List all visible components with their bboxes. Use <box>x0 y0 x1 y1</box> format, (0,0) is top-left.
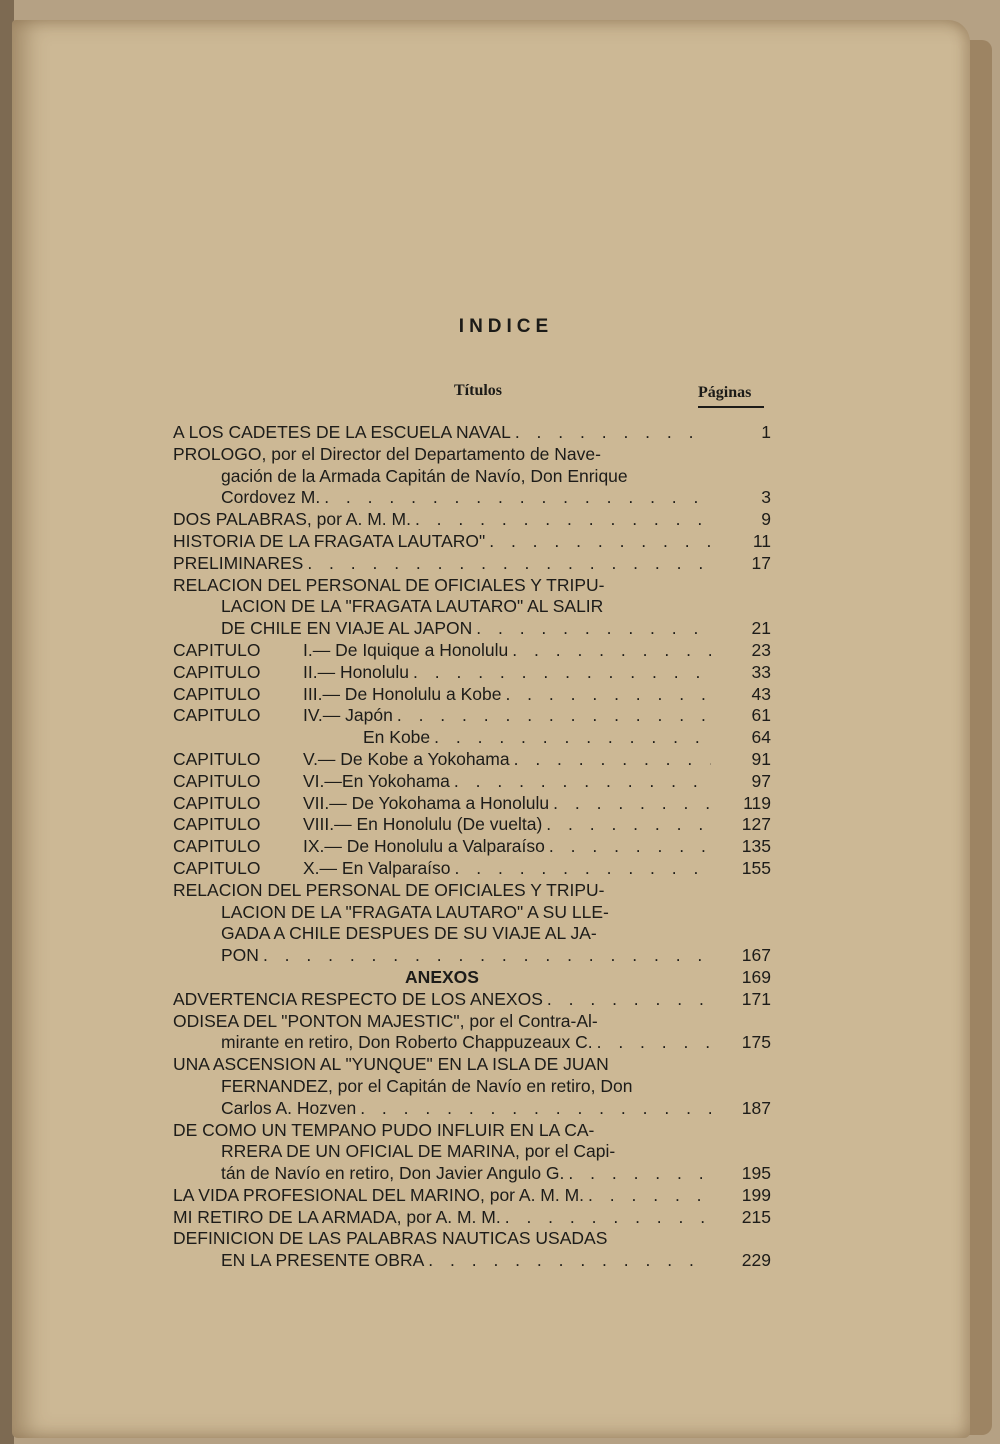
leader-dots <box>508 640 711 662</box>
leader-dots <box>485 531 711 553</box>
toc-entry <box>173 1228 773 1250</box>
toc-entry <box>173 1163 773 1185</box>
toc-title: I.— De Iquique a Honolulu <box>303 639 509 660</box>
toc-entry <box>173 509 773 531</box>
leader-dots <box>430 727 711 749</box>
toc-entry <box>173 945 773 967</box>
toc-entry <box>173 902 773 924</box>
chapter-label: CAPITULO <box>173 792 261 813</box>
chapter-label: CAPITULO <box>173 639 261 660</box>
toc-entry <box>173 1120 773 1142</box>
toc-title: IX.— De Honolulu a Valparaíso <box>303 836 545 857</box>
toc-page: 33 <box>751 661 771 682</box>
chapter-label: CAPITULO <box>173 836 261 857</box>
chapter-label: CAPITULO <box>173 748 261 769</box>
toc-title: Cordovez M. <box>221 487 321 508</box>
leader-dots <box>542 814 711 836</box>
toc-title: HISTORIA DE LA FRAGATA LAUTARO" <box>173 530 486 551</box>
toc-title: RRERA DE UN OFICIAL DE MARINA, por el Capi- <box>221 1141 616 1162</box>
leader-dots <box>451 858 711 880</box>
chapter-label: CAPITULO <box>173 661 261 682</box>
toc-title: Carlos A. Hozven <box>221 1097 357 1118</box>
leader-dots <box>584 1185 711 1207</box>
toc-title: gación de la Armada Capitán de Navío, Don Enrique <box>221 465 628 486</box>
toc-title: IV.— Japón <box>303 705 393 726</box>
toc-entry <box>173 836 773 858</box>
toc-entry <box>173 705 773 727</box>
toc-entry <box>173 1032 773 1054</box>
toc-entry <box>173 596 773 618</box>
toc-title: PROLOGO, por el Director del Departamento de Nave- <box>173 443 601 464</box>
toc-entry <box>173 1076 773 1098</box>
toc-page: 91 <box>751 748 771 769</box>
leader-dots <box>501 684 711 706</box>
toc-title: mirante en retiro, Don Roberto Chappuzeaux C. <box>221 1032 593 1053</box>
toc-title: UNA ASCENSION AL "YUNQUE" EN LA ISLA DE JUAN <box>173 1054 609 1075</box>
toc-title: ADVERTENCIA RESPECTO DE LOS ANEXOS <box>173 988 543 1009</box>
toc-entry <box>173 771 773 793</box>
toc-title: DEFINICION DE LAS PALABRAS NAUTICAS USADAS <box>173 1228 608 1249</box>
toc-page: 23 <box>751 639 771 660</box>
toc-page: 167 <box>741 945 771 966</box>
section-heading: ANEXOS <box>405 966 479 987</box>
toc-entry <box>173 422 773 444</box>
toc-title: II.— Honolulu <box>303 661 410 682</box>
toc-title: GADA A CHILE DESPUES DE SU VIAJE AL JA- <box>221 923 597 944</box>
toc-entry <box>173 487 773 509</box>
toc-title: RELACION DEL PERSONAL DE OFICIALES Y TRIPU- <box>173 879 605 900</box>
page-title: INDICE <box>458 316 554 337</box>
leader-dots <box>411 509 711 531</box>
toc-entry <box>173 814 773 836</box>
toc-page: 17 <box>751 552 771 573</box>
toc-title: ODISEA DEL "PONTON MAJESTIC", por el Contra-Al- <box>173 1010 598 1031</box>
toc-title: VI.—En Yokohama <box>303 770 450 791</box>
toc-title: DE COMO UN TEMPANO PUDO INFLUIR EN LA CA- <box>173 1119 595 1140</box>
toc-page: 9 <box>761 509 771 530</box>
leader-dots <box>511 422 711 444</box>
page-edge <box>968 40 992 1435</box>
toc-title: RELACION DEL PERSONAL DE OFICIALES Y TRIPU- <box>173 574 605 595</box>
toc-title: VII.— De Yokohama a Honolulu <box>303 792 550 813</box>
column-header-rule <box>698 406 764 408</box>
toc-title: V.— De Kobe a Yokohama <box>303 748 510 769</box>
toc-title: III.— De Honolulu a Kobe <box>303 683 502 704</box>
toc-title: VIII.— En Honolulu (De vuelta) <box>303 814 543 835</box>
leader-dots <box>564 1163 711 1185</box>
leader-dots <box>501 1207 711 1229</box>
toc-entry <box>173 1250 773 1272</box>
toc-title: En Kobe <box>363 727 431 748</box>
toc-page: 127 <box>741 814 771 835</box>
toc-title: DE CHILE EN VIAJE AL JAPON <box>221 618 473 639</box>
toc-entry <box>173 575 773 597</box>
toc-page: 64 <box>751 727 771 748</box>
toc-page: 21 <box>751 618 771 639</box>
toc-title: FERNANDEZ, por el Capitán de Navío en retiro, Don <box>221 1075 633 1096</box>
table-of-contents <box>173 422 773 1272</box>
toc-entry <box>173 1141 773 1163</box>
book-page <box>12 20 970 1438</box>
leader-dots <box>543 989 711 1011</box>
leader-dots <box>320 487 711 509</box>
toc-page: 169 <box>741 966 771 987</box>
toc-page: 11 <box>752 530 771 551</box>
toc-entry <box>173 444 773 466</box>
toc-entry <box>173 1011 773 1033</box>
toc-page: 135 <box>741 836 771 857</box>
chapter-label: CAPITULO <box>173 857 261 878</box>
chapter-label: CAPITULO <box>173 683 261 704</box>
toc-title: LACION DE LA "FRAGATA LAUTARO" A SU LLE- <box>221 901 609 922</box>
toc-entry <box>173 531 773 553</box>
toc-page: 3 <box>761 487 771 508</box>
toc-entry <box>173 1054 773 1076</box>
toc-entry <box>173 1098 773 1120</box>
toc-title: A LOS CADETES DE LA ESCUELA NAVAL <box>173 422 511 442</box>
column-header-pages: Páginas <box>698 384 752 401</box>
toc-title: tán de Navío en retiro, Don Javier Angulo G. <box>221 1163 565 1184</box>
toc-entry <box>173 989 773 1011</box>
leader-dots <box>450 771 711 793</box>
leader-dots <box>593 1032 711 1054</box>
toc-entry <box>173 793 773 815</box>
leader-dots <box>510 749 711 771</box>
leader-dots <box>424 1250 711 1272</box>
toc-page: 97 <box>751 770 771 791</box>
chapter-label: CAPITULO <box>173 705 261 726</box>
toc-entry <box>173 858 773 880</box>
toc-page: 171 <box>741 988 771 1009</box>
leader-dots <box>472 618 711 640</box>
toc-title: EN LA PRESENTE OBRA <box>221 1250 425 1271</box>
chapter-label: CAPITULO <box>173 814 261 835</box>
toc-entry <box>173 749 773 771</box>
leader-dots <box>356 1098 711 1120</box>
toc-entry <box>173 662 773 684</box>
leader-dots <box>409 662 711 684</box>
leader-dots <box>303 553 711 575</box>
toc-section-anexos <box>173 967 773 989</box>
column-header-titles: Títulos <box>454 382 503 399</box>
toc-page: 155 <box>741 857 771 878</box>
toc-entry <box>173 923 773 945</box>
toc-title: LACION DE LA "FRAGATA LAUTARO" AL SALIR <box>221 596 604 617</box>
toc-entry <box>173 1207 773 1229</box>
toc-page: 195 <box>741 1163 771 1184</box>
toc-page: 187 <box>741 1097 771 1118</box>
toc-page: 1 <box>761 422 771 442</box>
toc-entry <box>173 684 773 706</box>
toc-page: 215 <box>741 1206 771 1227</box>
toc-title: LA VIDA PROFESIONAL DEL MARINO, por A. M. M. <box>173 1184 585 1205</box>
toc-entry <box>173 640 773 662</box>
toc-entry <box>173 553 773 575</box>
leader-dots <box>259 945 711 967</box>
toc-title: PRELIMINARES <box>173 552 304 573</box>
toc-entry <box>173 880 773 902</box>
chapter-label: CAPITULO <box>173 770 261 791</box>
toc-entry <box>173 466 773 488</box>
toc-entry <box>173 1185 773 1207</box>
leader-dots <box>549 793 711 815</box>
toc-entry <box>173 727 773 749</box>
toc-entry <box>173 618 773 640</box>
toc-page: 43 <box>751 683 771 704</box>
toc-title: PON <box>221 945 259 966</box>
toc-page: 61 <box>751 705 771 726</box>
leader-dots <box>545 836 711 858</box>
toc-title: MI RETIRO DE LA ARMADA, por A. M. M. <box>173 1206 501 1227</box>
toc-page: 175 <box>741 1032 771 1053</box>
toc-title: DOS PALABRAS, por A. M. M. <box>173 509 411 530</box>
toc-page: 229 <box>741 1250 771 1271</box>
leader-dots <box>393 705 711 727</box>
toc-title: X.— En Valparaíso <box>303 857 451 878</box>
toc-page: 119 <box>743 792 771 813</box>
toc-page: 199 <box>741 1184 771 1205</box>
